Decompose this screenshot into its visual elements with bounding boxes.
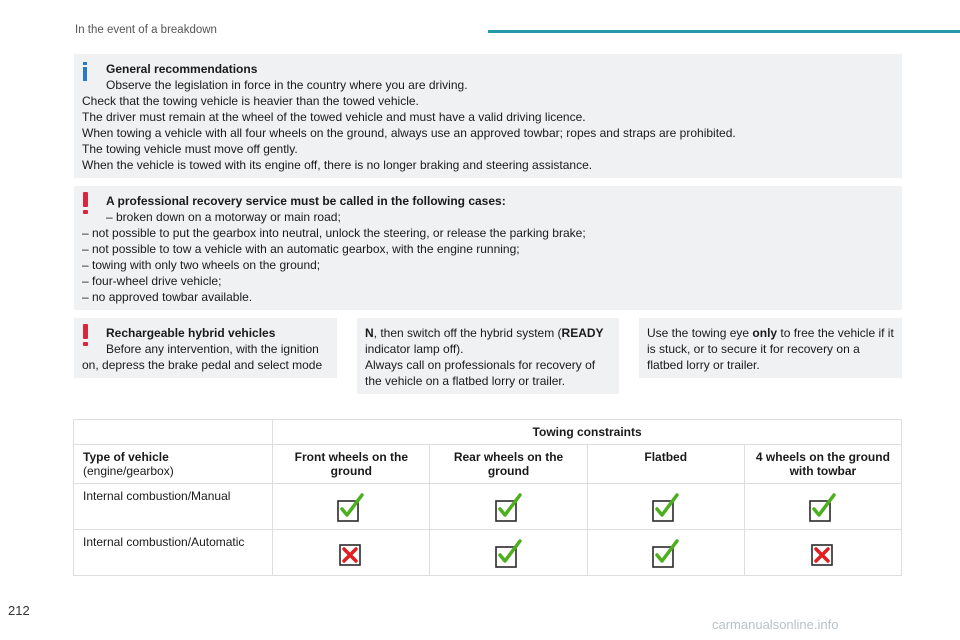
table-row bbox=[74, 484, 902, 530]
cross-icon bbox=[336, 539, 366, 569]
status-cell bbox=[744, 530, 901, 576]
status-cell bbox=[744, 484, 901, 530]
general-line-1: Check that the towing vehicle is heavier than the towed vehicle. bbox=[82, 94, 419, 108]
header-title: In the event of a breakdown bbox=[75, 24, 217, 36]
professional-heading: A professional recovery service must be called in the following cases: bbox=[106, 194, 506, 208]
table-column-header-row bbox=[74, 445, 902, 484]
hybrid-col2-b: indicator lamp off). bbox=[365, 342, 464, 356]
check-icon bbox=[336, 493, 366, 523]
general-line-4: The towing vehicle must move off gently. bbox=[82, 142, 298, 156]
type-of-vehicle-sub: (engine/gearbox) bbox=[83, 464, 174, 478]
towing-eye-text bbox=[647, 325, 894, 373]
status-cell bbox=[273, 484, 430, 530]
row-label: Internal combustion/Manual bbox=[74, 484, 273, 530]
professional-item-3: – towing with only two wheels on the ground; bbox=[82, 258, 321, 272]
hybrid-box-part1 bbox=[74, 318, 337, 378]
hybrid-col2-c: Always call on professionals for recovery of the vehicle on a flatbed lorry or trailer. bbox=[365, 358, 596, 388]
hybrid-box-part2 bbox=[357, 318, 619, 394]
professional-item-4: – four-wheel drive vehicle; bbox=[82, 274, 222, 288]
row-label: Internal combustion/Automatic bbox=[74, 530, 273, 576]
professional-item-1: – not possible to put the gearbox into neutral, unlock the steering, or release the parking brake; bbox=[82, 226, 586, 240]
type-of-vehicle-label: Type of vehicle bbox=[83, 450, 169, 464]
cross-icon bbox=[808, 539, 838, 569]
professional-item-2: – not possible to tow a vehicle with an automatic gearbox, with the engine running; bbox=[82, 242, 520, 256]
status-cell bbox=[273, 530, 430, 576]
status-cell bbox=[587, 530, 744, 576]
towing-eye-only: only bbox=[752, 326, 778, 340]
hybrid-heading: Rechargeable hybrid vehicles bbox=[106, 326, 276, 340]
table-group-header-row bbox=[74, 420, 902, 445]
towing-constraints-table bbox=[73, 419, 902, 576]
watermark: carmanualsonline.info bbox=[712, 617, 839, 632]
check-icon bbox=[808, 493, 838, 523]
type-of-vehicle-header bbox=[74, 445, 273, 484]
col-flatbed: Flatbed bbox=[587, 445, 744, 484]
professional-item-0: – broken down on a motorway or main road; bbox=[106, 210, 341, 224]
hybrid-col2-text bbox=[365, 325, 611, 357]
check-icon bbox=[651, 539, 681, 569]
warning-icon bbox=[82, 324, 90, 346]
status-cell bbox=[587, 484, 744, 530]
hybrid-col2-a: , then switch off the hybrid system ( bbox=[373, 326, 562, 340]
professional-item-5: – no approved towbar available. bbox=[82, 290, 253, 304]
mode-n: N bbox=[365, 326, 374, 340]
info-icon bbox=[80, 62, 90, 82]
col-rear-wheels: Rear wheels on the ground bbox=[430, 445, 587, 484]
page-number: 212 bbox=[8, 603, 30, 618]
hybrid-text1: Before any intervention, with the ignition on, depress the brake pedal and select mode bbox=[82, 342, 323, 372]
towing-constraints-header: Towing constraints bbox=[273, 420, 902, 445]
col-front-wheels: Front wheels on the ground bbox=[273, 445, 430, 484]
general-line-2: The driver must remain at the wheel of the towed vehicle and must have a valid driving licence. bbox=[82, 110, 586, 124]
towing-eye-a: Use the towing eye bbox=[647, 326, 753, 340]
status-cell bbox=[430, 484, 587, 530]
header-rule bbox=[488, 30, 960, 33]
general-line-5: When the vehicle is towed with its engine off, there is no longer braking and steering assistance. bbox=[82, 158, 593, 172]
general-line-3: When towing a vehicle with all four wheels on the ground, always use an approved towbar; ropes and straps are prohibited. bbox=[82, 126, 736, 140]
warning-icon bbox=[82, 192, 90, 214]
check-icon bbox=[494, 493, 524, 523]
general-line-0: Observe the legislation in force in the country where you are driving. bbox=[106, 78, 468, 92]
table-row bbox=[74, 530, 902, 576]
table-empty-cell bbox=[74, 420, 273, 445]
check-icon bbox=[494, 539, 524, 569]
ready-label: READY bbox=[561, 326, 604, 340]
towing-eye-b: to free the vehicle if it is stuck, or to secure it for recovery on a flatbed lorry or trailer. bbox=[647, 326, 894, 372]
professional-recovery-box bbox=[74, 186, 902, 310]
general-recommendations-box bbox=[74, 54, 902, 178]
towing-eye-box bbox=[639, 318, 902, 378]
status-cell bbox=[430, 530, 587, 576]
general-heading: General recommendations bbox=[106, 62, 258, 76]
check-icon bbox=[651, 493, 681, 523]
col-four-wheels: 4 wheels on the ground with towbar bbox=[744, 445, 901, 484]
